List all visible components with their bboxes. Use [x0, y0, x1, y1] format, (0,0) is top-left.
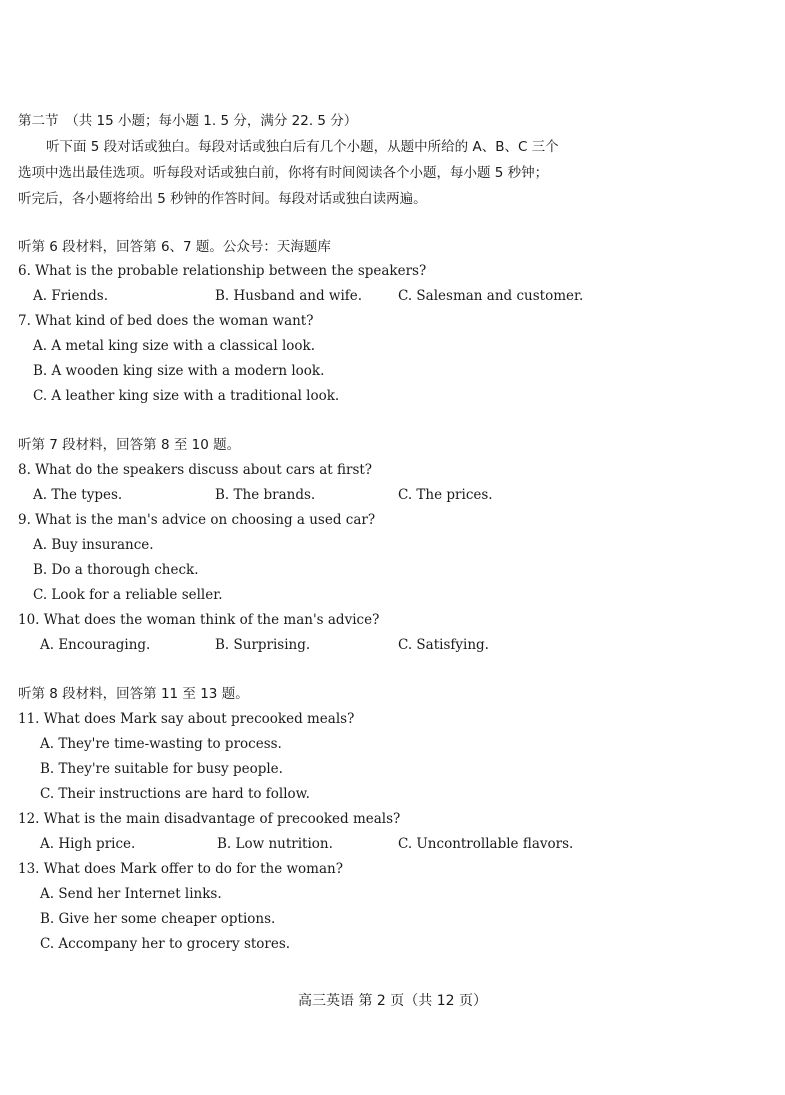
option-7b: B. A wooden king size with a modern look. [33, 363, 325, 379]
option-10a: A. Encouraging. [40, 637, 151, 653]
group-heading-6: 听第 6 段材料，回答第 6、7 题。公众号：天海题库 [18, 239, 331, 255]
option-11a: A. They're time-wasting to process. [40, 736, 282, 752]
option-8a: A. The types. [33, 487, 123, 503]
group-heading-8: 听第 8 段材料，回答第 11 至 13 题。 [18, 686, 249, 702]
option-6a: A. Friends. [33, 288, 109, 304]
question-stem-9: 9. What is the man's advice on choosing a used car? [18, 512, 376, 528]
option-11b: B. They're suitable for busy people. [40, 761, 283, 777]
option-7a: A. A metal king size with a classical look. [33, 338, 315, 354]
option-11c: C. Their instructions are hard to follow. [40, 786, 310, 802]
option-9c: C. Look for a reliable seller. [33, 587, 223, 603]
option-9a: A. Buy insurance. [33, 537, 154, 553]
option-10c: C. Satisfying. [398, 637, 489, 653]
group-heading-7: 听第 7 段材料，回答第 8 至 10 题。 [18, 437, 241, 453]
question-stem-7: 7. What kind of bed does the woman want? [18, 313, 314, 329]
option-12c: C. Uncontrollable flavors. [398, 836, 574, 852]
option-6b: B. Husband and wife. [215, 288, 363, 304]
option-8c: C. The prices. [398, 487, 493, 503]
option-8b: B. The brands. [215, 487, 316, 503]
option-10b: B. Surprising. [215, 637, 311, 653]
instructions-line-3: 听完后，各小题将给出 5 秒钟的作答时间。每段对话或独白读两遍。 [18, 191, 427, 207]
option-13a: A. Send her Internet links. [40, 886, 222, 902]
question-stem-11: 11. What does Mark say about precooked meals? [18, 711, 355, 727]
option-13c: C. Accompany her to grocery stores. [40, 936, 291, 952]
page-footer: 高三英语 第 2 页（共 12 页） [298, 993, 487, 1009]
instructions-line-2: 选项中选出最佳选项。听每段对话或独白前，你将有时间阅读各个小题，每小题 5 秒钟； [18, 165, 549, 181]
option-12a: A. High price. [40, 836, 136, 852]
question-stem-10: 10. What does the woman think of the man's advice? [18, 612, 380, 628]
option-7c: C. A leather king size with a traditional look. [33, 388, 340, 404]
question-stem-13: 13. What does Mark offer to do for the woman? [18, 861, 343, 877]
instructions-line-1: 听下面 5 段对话或独白。每段对话或独白后有几个小题，从题中所给的 A、B、C 三个 [46, 139, 559, 155]
option-12b: B. Low nutrition. [217, 836, 333, 852]
section-title: 第二节 （共 15 小题；每小题 1. 5 分，满分 22. 5 分） [18, 113, 358, 129]
question-stem-6: 6. What is the probable relationship between the speakers? [18, 263, 427, 279]
option-13b: B. Give her some cheaper options. [40, 911, 276, 927]
question-stem-12: 12. What is the main disadvantage of precooked meals? [18, 811, 401, 827]
option-6c: C. Salesman and customer. [398, 288, 584, 304]
option-9b: B. Do a thorough check. [33, 562, 199, 578]
question-stem-8: 8. What do the speakers discuss about cars at first? [18, 462, 373, 478]
